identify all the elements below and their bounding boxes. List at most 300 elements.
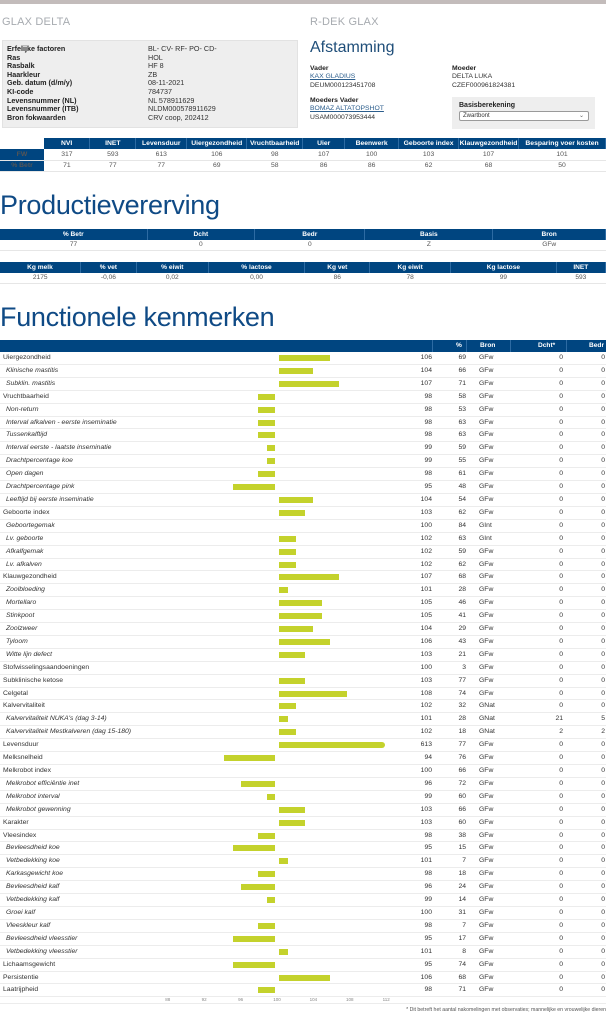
trait-bedr: 0 [601, 366, 605, 374]
chevron-down-icon: ⌄ [578, 113, 584, 119]
axis-tick: 100 [273, 997, 281, 1002]
trait-dcht: 0 [559, 495, 563, 503]
trait-bedr: 0 [601, 560, 605, 568]
trait-bar [279, 549, 296, 555]
trait-pct: 3 [462, 663, 466, 671]
trait-dcht: 0 [559, 779, 563, 787]
trait-pct: 59 [458, 444, 466, 452]
trait-pct: 62 [458, 560, 466, 568]
info-value: HF 8 [148, 61, 164, 71]
functioneel-title: Functionele kenmerken [0, 302, 275, 332]
trait-pct: 77 [458, 741, 466, 749]
trait-dcht: 0 [559, 534, 563, 542]
trait-name: Vruchtbaarheid [3, 392, 49, 400]
trait-bron: GFw [479, 689, 494, 697]
trait-bar [258, 987, 275, 993]
trait-value: 95 [424, 483, 432, 491]
moeder-name: DELTA LUKA [452, 73, 493, 81]
trait-dcht: 0 [559, 354, 563, 361]
trait-value: 103 [420, 818, 432, 826]
trait-name: Vetbedekking koe [6, 857, 60, 865]
trait-value: 96 [424, 779, 432, 787]
trait-dcht: 0 [559, 870, 563, 878]
moeders-vader-link[interactable]: BOMAZ ALTATOPSHOT [310, 105, 384, 113]
table-row [0, 378, 606, 391]
trait-bron: GNat [479, 702, 495, 710]
table-row [0, 597, 606, 610]
trait-name: Klinische mastitis [6, 366, 59, 374]
summary-col-header: Levensduur [136, 138, 187, 149]
trait-bar [279, 626, 313, 632]
table-row [0, 507, 606, 520]
trait-dcht: 0 [559, 741, 563, 749]
table-row [0, 559, 606, 572]
trait-value: 106 [420, 637, 432, 645]
trait-pct: 15 [458, 844, 466, 852]
trait-value: 100 [420, 908, 432, 916]
productie-cell: 0 [147, 240, 255, 251]
productie-col-header: Kg vet [305, 262, 370, 273]
summary-cell: 86 [303, 160, 345, 171]
trait-name: Tussenkalftijd [6, 431, 48, 439]
summary-col-header: NVI [44, 138, 90, 149]
trait-pct: 84 [458, 521, 466, 529]
trait-name: Tyloom [6, 637, 28, 645]
summary-col-header: Geboorte index [399, 138, 459, 149]
trait-bedr: 0 [601, 495, 605, 503]
trait-bedr: 0 [601, 844, 605, 852]
trait-bron: GNat [479, 728, 495, 736]
table-row [0, 610, 606, 623]
trait-bron: GFw [479, 870, 494, 878]
trait-name: Bevleesdheid kalf [6, 883, 60, 891]
trait-value: 99 [424, 896, 432, 904]
trait-bar [233, 962, 276, 968]
productie-cell: 78 [370, 273, 451, 284]
trait-pct: 32 [458, 702, 466, 710]
trait-dcht: 0 [559, 457, 563, 465]
trait-bar [267, 794, 276, 800]
trait-name: Open dagen [6, 470, 44, 478]
trait-bedr: 0 [601, 637, 605, 645]
trait-bron: GFw [479, 599, 494, 607]
trait-name: Vetbedekking kalf [6, 896, 60, 904]
trait-value: 102 [420, 728, 432, 736]
trait-dcht: 0 [559, 637, 563, 645]
trait-bedr: 0 [601, 573, 605, 581]
table-row [0, 842, 606, 855]
productie-col-header: % lactose [208, 262, 305, 273]
summary-cell: 98 [247, 149, 303, 160]
trait-name: Persistentie [3, 973, 39, 981]
trait-bar [279, 381, 339, 387]
trait-dcht: 0 [559, 844, 563, 852]
trait-value: 103 [420, 650, 432, 658]
table-row [0, 352, 606, 365]
table-row [0, 688, 606, 701]
trait-name: Zoolbloeding [6, 586, 45, 594]
trait-name: Vleeskleur kalf [6, 921, 51, 929]
basisberekening-box [452, 97, 595, 129]
trait-bar [279, 587, 288, 593]
moeders-vader-label: Moeders Vader [310, 97, 359, 104]
summary-row-label: FW [0, 149, 44, 160]
trait-bron: GInt [479, 521, 492, 529]
table-row [0, 468, 606, 481]
trait-bron: GFw [479, 818, 494, 826]
productie-cell: 2175 [0, 273, 80, 284]
trait-bar [258, 432, 275, 438]
trait-bron: GFw [479, 973, 494, 981]
trait-bedr: 0 [601, 934, 605, 942]
trait-bedr: 0 [601, 921, 605, 929]
info-value: 08-11-2021 [148, 78, 185, 88]
trait-dcht: 0 [559, 405, 563, 413]
trait-bron: GFw [479, 779, 494, 787]
trait-bedr: 0 [601, 521, 605, 529]
trait-bar [241, 884, 275, 890]
trait-dcht: 0 [559, 418, 563, 426]
trait-pct: 58 [458, 392, 466, 400]
trait-value: 98 [424, 986, 432, 994]
trait-bron: GFw [479, 470, 494, 478]
trait-value: 106 [420, 354, 432, 361]
trait-bron: GFw [479, 650, 494, 658]
trait-bar [233, 484, 276, 490]
trait-value: 99 [424, 444, 432, 452]
trait-pct: 63 [458, 534, 466, 542]
trait-dcht: 0 [559, 818, 563, 826]
table-row [0, 391, 606, 404]
productie-col-header: Bedr [255, 229, 365, 240]
trait-dcht: 0 [559, 986, 563, 994]
table-row [0, 520, 606, 533]
vader-id: DEUM000123451708 [310, 81, 376, 89]
trait-name: Afkalfgemak [6, 547, 44, 555]
trait-value: 100 [420, 521, 432, 529]
productie-cell: 0,00 [208, 273, 305, 284]
trait-bron: GFw [479, 405, 494, 413]
trait-dcht: 0 [559, 767, 563, 774]
trait-dcht: 0 [559, 560, 563, 568]
trait-dcht: 0 [559, 754, 563, 762]
info-label: Levensnummer (ITB) [7, 104, 79, 114]
trait-bar [279, 678, 305, 684]
trait-bar [279, 807, 305, 813]
summary-header-row [0, 138, 606, 149]
summary-cell: 106 [187, 149, 247, 160]
trait-bar [233, 936, 276, 942]
trait-dcht: 0 [559, 792, 563, 800]
summary-corner [0, 138, 44, 149]
trait-bar [279, 355, 330, 361]
trait-bedr: 0 [601, 612, 605, 620]
trait-name: Geboorte index [3, 508, 50, 516]
axis-tick: 108 [346, 997, 354, 1002]
trait-name: Kalvervitaliteit [3, 702, 45, 710]
trait-pct: 71 [458, 986, 466, 994]
vader-label: Vader [310, 65, 329, 72]
trait-dcht: 0 [559, 896, 563, 904]
trait-bar [279, 975, 330, 981]
table-row [0, 907, 606, 920]
trait-pct: 28 [458, 715, 466, 723]
summary-col-header: Beenwerk [345, 138, 399, 149]
trait-name: Bevleesdheid vleesstier [6, 934, 78, 942]
trait-value: 102 [420, 547, 432, 555]
trait-name: Non-return [6, 405, 39, 413]
trait-name: Vleesindex [3, 831, 37, 839]
trait-bar [279, 691, 347, 697]
trait-value: 101 [420, 586, 432, 594]
trait-dcht: 0 [559, 599, 563, 607]
trait-value: 102 [420, 702, 432, 710]
trait-name: Zoolzweer [6, 625, 38, 633]
trait-bar [267, 458, 276, 464]
trait-bron: GFw [479, 444, 494, 452]
productie-col-header: Kg eiwit [370, 262, 451, 273]
trait-dcht: 0 [559, 586, 563, 594]
trait-bedr: 0 [601, 534, 605, 542]
trait-name: Stinkpoot [6, 612, 35, 620]
trait-value: 95 [424, 844, 432, 852]
trait-bar [279, 820, 305, 826]
trait-name: Lv. afkalven [6, 560, 42, 568]
trait-value: 102 [420, 534, 432, 542]
trait-value: 101 [420, 857, 432, 865]
trait-bron: GFw [479, 831, 494, 839]
trait-name: Kalvervitaliteit Mestkalveren (dag 15-180) [6, 728, 132, 736]
summary-cell: 62 [399, 160, 459, 171]
trait-dcht: 0 [559, 392, 563, 400]
basisberekening-value: Zwartbont [463, 113, 490, 119]
trait-bedr: 0 [601, 741, 605, 749]
trait-bar [279, 536, 296, 542]
trait-bar [258, 407, 275, 413]
moeder-id: CZEF000961824381 [452, 81, 516, 89]
trait-bedr: 0 [601, 702, 605, 710]
summary-cell: 107 [459, 149, 519, 160]
trait-bedr: 0 [601, 483, 605, 491]
trait-dcht: 0 [559, 431, 563, 439]
trait-bedr: 0 [601, 405, 605, 413]
trait-pct: 18 [458, 728, 466, 736]
info-label: Ras [7, 52, 21, 62]
trait-bedr: 0 [601, 586, 605, 594]
trait-dcht: 0 [559, 547, 563, 555]
summary-cell: 58 [247, 160, 303, 171]
table-row [0, 946, 606, 959]
trait-bron: GFw [479, 754, 494, 762]
summary-cell: 107 [303, 149, 345, 160]
table-row [0, 830, 606, 843]
productie-cell: -0,06 [80, 273, 136, 284]
trait-bron: GFw [479, 366, 494, 374]
summary-cell: 69 [187, 160, 247, 171]
table-row [0, 791, 606, 804]
table-row [0, 623, 606, 636]
trait-bron: GFw [479, 483, 494, 491]
table-row [0, 972, 606, 985]
trait-value: 99 [424, 792, 432, 800]
info-value: BL- CV- RF- PO- CD- [148, 44, 217, 53]
trait-bar [279, 574, 339, 580]
trait-bron: GFw [479, 612, 494, 620]
trait-bron: GNat [479, 715, 495, 723]
trait-pct: 60 [458, 792, 466, 800]
trait-pct: 54 [458, 495, 466, 503]
trait-dcht: 0 [559, 960, 563, 968]
trait-bron: GFw [479, 767, 494, 774]
table-row [0, 920, 606, 933]
trait-dcht: 2 [559, 728, 563, 736]
trait-bedr: 2 [601, 728, 605, 736]
col-header-bedr: Bedr [589, 342, 605, 349]
vader-link[interactable]: KAX GLADIUS [310, 73, 356, 81]
trait-name: Kalvervitaliteit NUKA's (dag 3-14) [6, 715, 107, 723]
basisberekening-select[interactable] [459, 111, 589, 121]
moeder-block [452, 65, 515, 90]
table-row [0, 804, 606, 817]
trait-bar [267, 445, 276, 451]
trait-pct: 61 [458, 470, 466, 478]
trait-name: Mortellaro [6, 599, 37, 607]
trait-pct: 28 [458, 586, 466, 594]
trait-value: 103 [420, 676, 432, 684]
trait-bron: GFw [479, 947, 494, 955]
info-value: NL 578911629 [148, 95, 195, 105]
trait-name: Celgetal [3, 689, 28, 697]
trait-pct: 63 [458, 431, 466, 439]
trait-name: Melkrobot index [3, 767, 51, 774]
trait-pct: 48 [458, 483, 466, 491]
trait-bedr: 0 [601, 354, 605, 361]
trait-value: 102 [420, 560, 432, 568]
productie-col-header: Basis [365, 229, 493, 240]
trait-pct: 31 [458, 908, 466, 916]
trait-bron: GFw [479, 457, 494, 465]
axis-tick: 88 [165, 997, 171, 1002]
table-row [0, 365, 606, 378]
trait-dcht: 0 [559, 573, 563, 581]
info-label: Geb. datum (d/m/y) [7, 78, 73, 88]
trait-value: 100 [420, 767, 432, 774]
summary-cell: 77 [136, 160, 187, 171]
info-value: 784737 [148, 86, 172, 96]
trait-bron: GFw [479, 495, 494, 503]
trait-bron: GFw [479, 625, 494, 633]
trait-pct: 18 [458, 870, 466, 878]
trait-bron: GFw [479, 908, 494, 916]
trait-name: Subklinische ketose [3, 676, 64, 684]
trait-value: 613 [420, 741, 432, 749]
top-bar [0, 0, 606, 4]
trait-bron: GFw [479, 354, 494, 361]
trait-bar [258, 833, 275, 839]
moeders-vader-block [310, 97, 384, 122]
summary-cell: 86 [345, 160, 399, 171]
trait-dcht: 0 [559, 612, 563, 620]
trait-bedr: 0 [601, 986, 605, 994]
trait-bron: GFw [479, 418, 494, 426]
trait-value: 98 [424, 921, 432, 929]
animal-short-name: R-DEK GLAX [310, 16, 379, 28]
trait-bedr: 0 [601, 676, 605, 684]
trait-name: Karakter [3, 818, 29, 826]
trait-bar [279, 510, 305, 516]
summary-cell: 50 [519, 160, 606, 171]
trait-dcht: 0 [559, 625, 563, 633]
trait-name: Stofwisselingsaandoeningen [3, 663, 90, 671]
productie-table-1 [0, 229, 606, 251]
trait-name: Drachtpercentage koe [6, 457, 73, 465]
trait-value: 105 [420, 599, 432, 607]
table-row [0, 868, 606, 881]
productie-cell: 99 [451, 273, 557, 284]
vader-block [310, 65, 375, 90]
trait-pct: 66 [458, 767, 466, 774]
trait-bedr: 0 [601, 431, 605, 439]
productie-cell: Z [365, 240, 493, 251]
trait-name: Leeftijd bij eerste inseminatie [6, 495, 94, 503]
table-row [0, 571, 606, 584]
trait-bar [258, 394, 275, 400]
trait-bar [241, 781, 275, 787]
trait-bar [279, 729, 296, 735]
trait-bron: GFw [479, 560, 494, 568]
productie-title: Productievererving [0, 190, 220, 220]
trait-name: Melksnelheid [3, 754, 43, 762]
trait-value: 98 [424, 392, 432, 400]
trait-bron: GFw [479, 741, 494, 749]
trait-dcht: 0 [559, 676, 563, 684]
info-label: KI-code [7, 86, 34, 96]
info-value: HOL [148, 52, 163, 62]
trait-bar [267, 897, 276, 903]
trait-value: 98 [424, 470, 432, 478]
col-header-dcht: Dcht* [538, 342, 556, 349]
trait-bron: GFw [479, 883, 494, 891]
trait-bron: GFw [479, 676, 494, 684]
trait-bedr: 0 [601, 457, 605, 465]
trait-pct: 66 [458, 366, 466, 374]
trait-bedr: 0 [601, 831, 605, 839]
productie-col-header: % vet [80, 262, 136, 273]
table-row [0, 584, 606, 597]
trait-dcht: 0 [559, 934, 563, 942]
trait-bar [279, 368, 313, 374]
trait-value: 98 [424, 831, 432, 839]
productie-data-row [0, 273, 606, 284]
trait-name: Subklin. mastitis [6, 379, 56, 387]
trait-bron: GFw [479, 431, 494, 439]
info-label: Haarkleur [7, 69, 41, 79]
axis-tick: 104 [309, 997, 318, 1002]
trait-bedr: 0 [601, 663, 605, 671]
basisberekening-label: Basisberekening [459, 102, 516, 109]
trait-value: 106 [420, 973, 432, 981]
table-row [0, 726, 606, 739]
trait-bron: GFw [479, 986, 494, 994]
summary-cell: 103 [399, 149, 459, 160]
col-header-pct: % [456, 342, 462, 349]
trait-bron: GFw [479, 934, 494, 942]
trait-dcht: 0 [559, 379, 563, 387]
trait-dcht: 0 [559, 921, 563, 929]
productie-header-row [0, 229, 606, 240]
table-row [0, 404, 606, 417]
trait-dcht: 0 [559, 947, 563, 955]
